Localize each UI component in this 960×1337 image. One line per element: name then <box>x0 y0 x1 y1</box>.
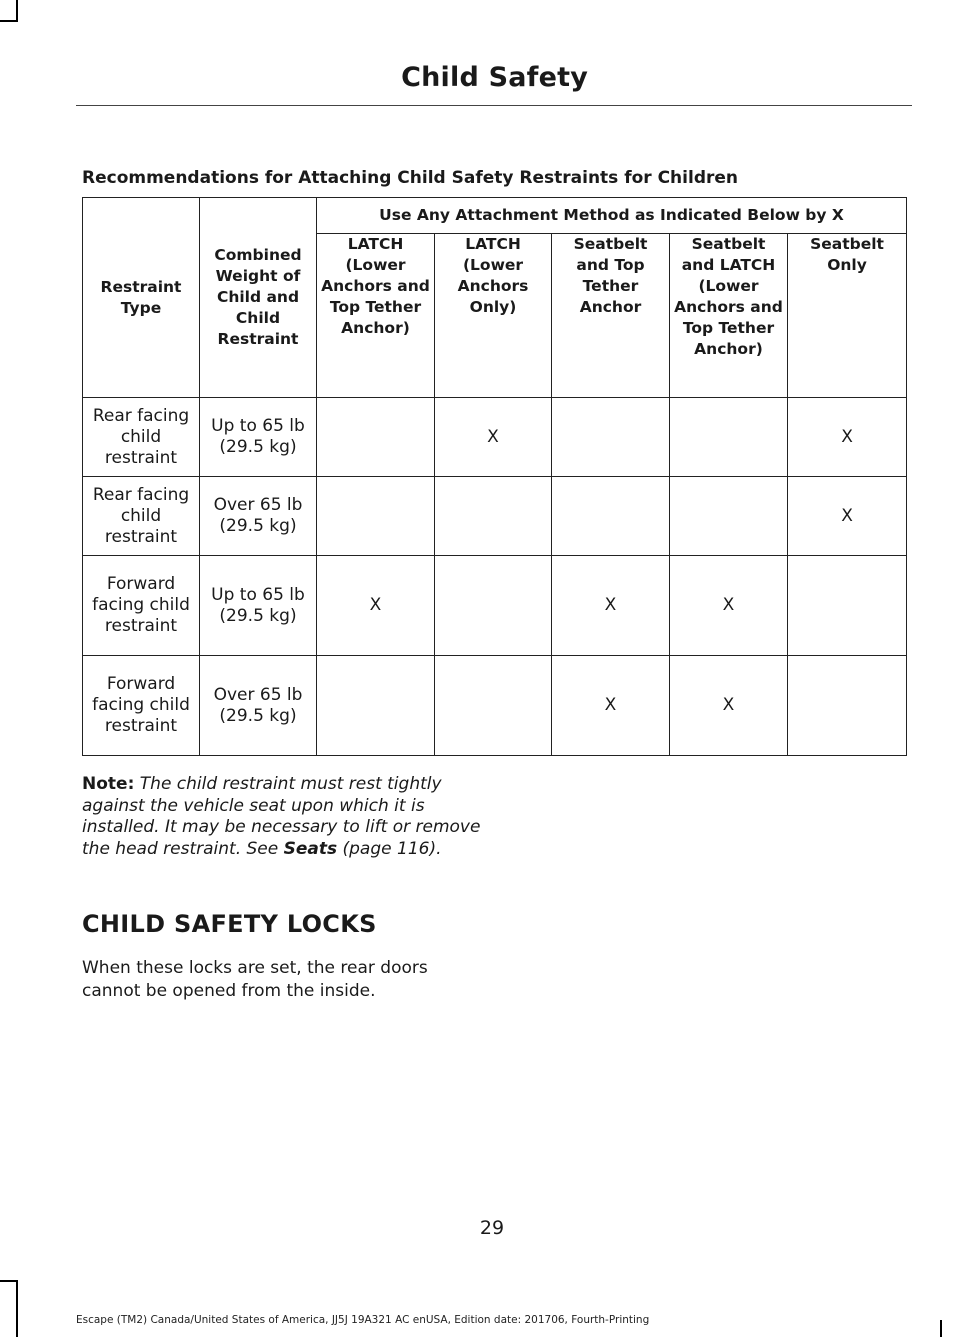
note-page-ref: (page 116). <box>337 838 442 859</box>
method-mark <box>552 398 670 477</box>
note-paragraph <box>82 774 482 860</box>
restraint-type-cell: Forward facing child restraint <box>83 656 200 756</box>
method-mark: X <box>788 398 907 477</box>
method-mark <box>435 477 552 556</box>
weight-cell: Over 65 lb (29.5 kg) <box>200 477 317 556</box>
col-header-method: LATCH (Lower Anchors and Top Tether Anchor) <box>317 234 435 398</box>
method-mark <box>670 477 788 556</box>
method-mark: X <box>552 556 670 656</box>
crop-mark <box>0 20 18 22</box>
method-mark: X <box>670 656 788 756</box>
method-mark <box>317 656 435 756</box>
method-mark <box>788 656 907 756</box>
section-heading: CHILD SAFETY LOCKS <box>82 910 377 938</box>
crop-mark <box>16 0 18 20</box>
crop-mark <box>0 1280 18 1282</box>
section-body: When these locks are set, the rear doors cannot be opened from the inside. <box>82 958 428 1001</box>
table-row <box>83 398 907 477</box>
col-header-method: LATCH (Lower Anchors Only) <box>435 234 552 398</box>
weight-cell: Over 65 lb (29.5 kg) <box>200 656 317 756</box>
table-row <box>83 656 907 756</box>
note-label: Note: <box>82 774 135 794</box>
col-header-combined-weight: Combined Weight of Child and Child Restraint <box>200 198 317 398</box>
method-mark <box>317 477 435 556</box>
crop-mark <box>16 1280 18 1337</box>
method-mark <box>435 556 552 656</box>
table-row <box>83 477 907 556</box>
col-header-attachment-group: Use Any Attachment Method as Indicated Below by X <box>317 198 907 234</box>
restraint-table <box>82 197 907 756</box>
header-divider <box>76 105 912 106</box>
method-mark: X <box>552 656 670 756</box>
method-mark <box>317 398 435 477</box>
col-header-restraint-type: Restraint Type <box>83 198 200 398</box>
footer-text: Escape (TM2) Canada/United States of America, JJ5J 19A321 AC enUSA, Edition date: 201706, Fourth-Printing <box>76 1314 650 1326</box>
restraint-type-cell: Forward facing child restraint <box>83 556 200 656</box>
restraint-type-cell: Rear facing child restraint <box>83 477 200 556</box>
restraint-type-cell: Rear facing child restraint <box>83 398 200 477</box>
seats-reference-link[interactable]: Seats <box>283 838 338 859</box>
note-text: The child restraint must rest tightly against the vehicle seat upon which it is installed. It may be necessary to lift or remove the head restraint. See <box>82 774 481 859</box>
col-header-method: Seatbelt and Top Tether Anchor <box>552 234 670 398</box>
col-header-method: Seatbelt and LATCH (Lower Anchors and Top Tether Anchor) <box>670 234 788 398</box>
method-mark <box>435 656 552 756</box>
method-mark <box>788 556 907 656</box>
method-mark: X <box>435 398 552 477</box>
method-mark: X <box>670 556 788 656</box>
table-caption: Recommendations for Attaching Child Safety Restraints for Children <box>82 168 739 188</box>
table-row <box>83 556 907 656</box>
weight-cell: Up to 65 lb (29.5 kg) <box>200 398 317 477</box>
col-header-method: Seatbelt Only <box>788 234 907 398</box>
crop-mark <box>940 1320 942 1337</box>
method-mark: X <box>788 477 907 556</box>
weight-cell: Up to 65 lb (29.5 kg) <box>200 556 317 656</box>
page-header-title: Child Safety <box>401 62 588 93</box>
method-mark <box>552 477 670 556</box>
page-number: 29 <box>479 1217 505 1239</box>
method-mark: X <box>317 556 435 656</box>
method-mark <box>670 398 788 477</box>
